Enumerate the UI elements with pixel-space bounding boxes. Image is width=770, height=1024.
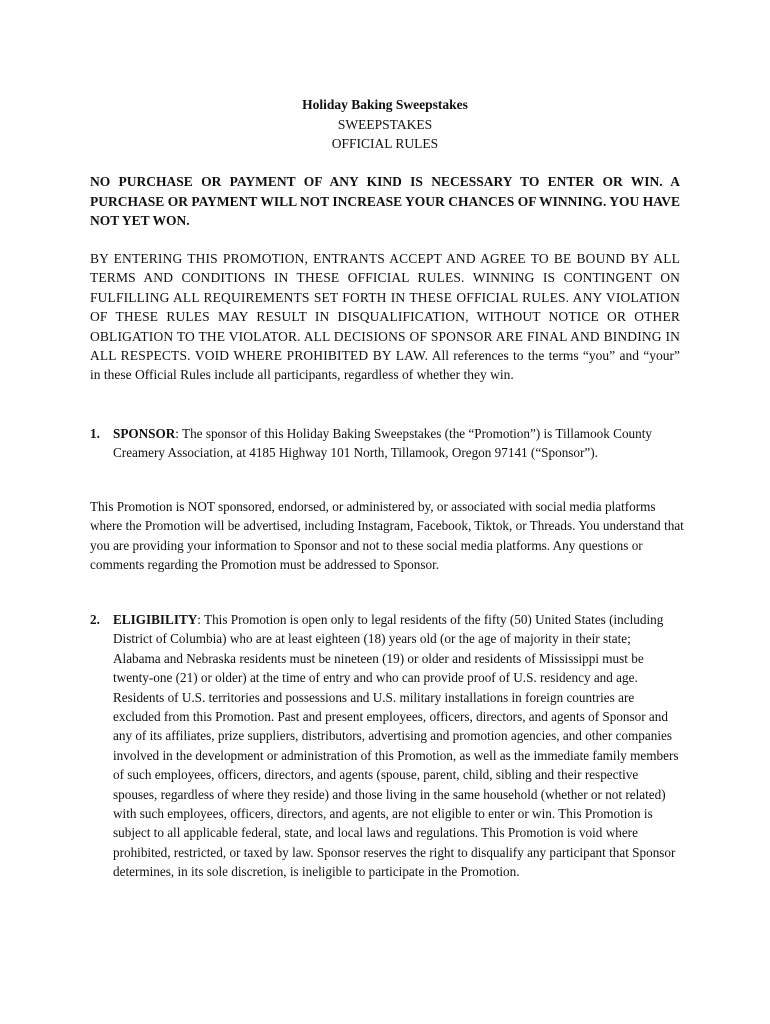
social-media-disclaimer: This Promotion is NOT sponsored, endorsed, or administered by, or associated with social media platforms where the Promotion will be advertised, including Instagram, Facebook, Tiktok, or Threads. You understand that you are providing your information to Sponsor and not to these social media platforms. Any questions or comments regarding the Promotion must be addressed to Sponsor. [90,499,684,573]
document-title: Holiday Baking Sweepstakes [302,97,468,112]
section-heading: SPONSOR [113,426,176,441]
section-number: 1. [90,426,100,441]
agreement-rest-text: All references to the terms “you” and “your” in these Official Rules include all participants, regardless of whether they win. [90,348,680,383]
section-eligibility [90,610,680,882]
section-heading: ELIGIBILITY [113,612,198,627]
section-body [113,610,680,882]
section-text: : The sponsor of this Holiday Baking Sweepstakes (the “Promotion”) is Tillamook County Creamery Association, at 4185 Highway 101 North, Tillamook, Oregon 97141 (“Sponsor”). [113,426,652,461]
agreement-caps-text: BY ENTERING THIS PROMOTION, ENTRANTS ACCEPT AND AGREE TO BE BOUND BY ALL TERMS AND CONDITIONS IN THESE OFFICIAL RULES. WINNING IS CONTINGENT ON FULFILLING ALL REQUIREMENTS SET FORTH IN THESE OFFICIAL RULES. ANY VIOLATION OF THESE RULES MAY RESULT IN DISQUALIFICATION, WITHOUT NOTICE OR OTHER OBLIGATION TO THE VIOLATOR. ALL DECISIONS OF SPONSOR ARE FINAL AND BINDING IN ALL RESPECTS. VOID WHERE PROHIBITED BY LAW. [90,251,680,364]
section-text: : This Promotion is open only to legal residents of the fifty (50) United States (including District of Columbia) who are at least eighteen (18) years old (or the age of majority in their state; Alabama and Nebraska residents must be nineteen (19) or older and residents of Mississippi must be twenty-one (21) or older) at the time of entry and who can provide proof of U.S. residency and age. Residents of U.S. territories and possessions and U.S. military installations in foreign countries are excluded from this Promotion. Past and present employees, officers, directors, and agents of Sponsor and any of its affiliates, prize suppliers, distributors, advertising and promotion agencies, and other companies involved in the development or administration of this Promotion, as well as the immediate family members of such employees, officers, directors, and agents (spouse, parent, child, sibling and their respective spouses, regardless of where they reside) and those living in the same household (whether or not related) with such employees, officers, directors, and agents, are not eligible to enter or win. This Promotion is subject to all applicable federal, state, and local laws and regulations. This Promotion is void where prohibited, restricted, or taxed by law. Sponsor reserves the right to disqualify any participant that Sponsor determines, in its sole discretion, is ineligible to participate in the Promotion. [113,612,679,880]
section-number: 2. [90,612,100,627]
document-subtitle: SWEEPSTAKES [337,116,433,132]
document-header [0,95,770,154]
section-sponsor [90,424,680,463]
document-type: OFFICIAL RULES [331,136,439,151]
agreement-paragraph [90,249,680,385]
no-purchase-notice: NO PURCHASE OR PAYMENT OF ANY KIND IS NECESSARY TO ENTER OR WIN. A PURCHASE OR PAYMENT WILL NOT INCREASE YOUR CHANCES OF WINNING. YOU HAVE NOT YET WON. [90,174,680,229]
section-body [113,424,680,463]
